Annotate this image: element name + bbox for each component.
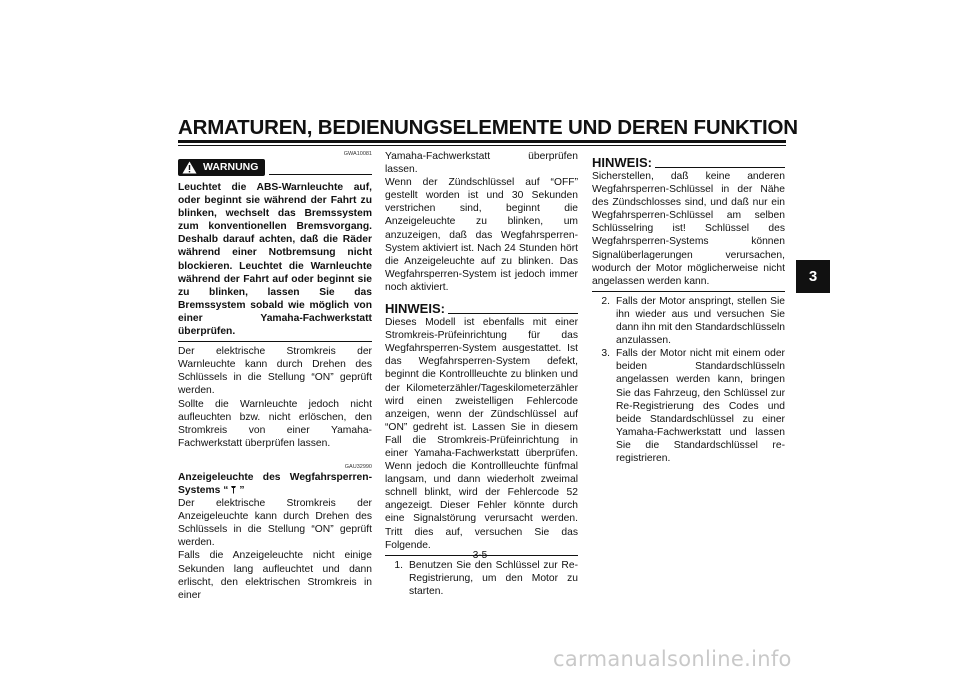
list-text: Falls der Motor anspringt, stellen Sie ihn wieder aus und versuchen Sie dann ihn mit den Standardschlüsseln anzulassen.: [616, 295, 785, 347]
list-item: [592, 295, 785, 347]
note-text: Sicherstellen, daß keine anderen Wegfahrsperren-Schlüssel in der Nähe des Zündschlosses sind, und daß nur ein Wegfahrsperren-Schlüssel am selben Schlüsselring ist! Schlüssel des Wegfahrsperren-Systems können Signalüberlagerungen verursachen, wodurch der Motor möglicherweise nicht angelassen werden kann.: [592, 171, 785, 287]
warning-badge: [178, 159, 265, 176]
page-number: 3-5: [472, 550, 488, 561]
section-code: GAU32990: [344, 463, 372, 470]
section-title: [178, 471, 372, 497]
paragraph: Wenn der Zündschlüssel auf “OFF” gestellt worden ist und 30 Sekunden verstrichen sind, beginnt die Anzeigeleuchte zu blinken, um anzuzeigen, daß das Wegfahrsperren-System aktiviert ist. Nach 24 Stunden hört die Anzeigeleuchte auf zu blinken. Das Wegfahrsperren-System ist jedoch immer noch aktiviert.: [385, 177, 578, 293]
column-right: [592, 150, 785, 465]
note-end-rule: [592, 291, 785, 292]
note-rule: [655, 167, 785, 168]
note-header: [385, 302, 578, 316]
page-header-title: ARMATUREN, BEDIENUNGSELEMENTE UND DEREN FUNKTION: [178, 116, 798, 139]
column-middle: [385, 150, 578, 598]
section-title-start: Anzeigeleuchte des Wegfahrsperren-Systems “: [178, 471, 372, 496]
paragraph: Falls die Anzeigeleuchte nicht einige Sekunden lang aufleuchtet und dann erlischt, den elektrischen Stromkreis in einer: [178, 550, 372, 601]
step-list: [385, 559, 578, 598]
warning-text: Leuchtet die ABS-Warnleuchte auf, oder beginnt sie während der Fahrt zu blinken, wechselt das Bremssystem zum konventionellen Bremsvorgang. Deshalb darauf achten, daß die Räder während einer Notbremsung nicht blockieren. Leuchtet die Warnleuchte während der Fahrt auf oder beginnt sie zu blinken, lassen Sie das Bremssystem sobald wie möglich von einer Yamaha-Fachwerkstatt überprüfen.: [178, 182, 372, 338]
list-number: 1.: [394, 559, 403, 571]
key-icon: [230, 485, 237, 494]
header-rule: [178, 140, 786, 143]
section-title-end: ”: [239, 484, 245, 496]
note-rule: [448, 313, 578, 314]
paragraph: Yamaha-Fachwerkstatt überprüfen lassen.: [385, 151, 578, 176]
list-item: [385, 559, 578, 598]
warning-code: GWA10081: [343, 151, 372, 157]
warning-triangle-icon: [182, 161, 197, 174]
header-rule-thin: [178, 145, 786, 146]
list-number: 3.: [601, 348, 610, 360]
warning-end-rule: [178, 341, 372, 342]
list-number: 2.: [601, 295, 610, 307]
paragraph: Sollte die Warnleuchte jedoch nicht aufleuchten bzw. nicht erlöschen, den Stromkreis von einer Yamaha-Fachwerkstatt überprüfen lassen.: [178, 398, 372, 449]
warning-rule: [269, 174, 372, 175]
paragraph: Der elektrische Stromkreis der Anzeigeleuchte kann durch Drehen des Schlüssels in die Stellung “ON” geprüft werden.: [178, 498, 372, 549]
watermark: carmanualsonline.info: [553, 647, 792, 671]
note-label: HINWEIS:: [592, 155, 652, 170]
note-text: Dieses Modell ist ebenfalls mit einer Stromkreis-Prüfeinrichtung für das Wegfahrsperren-System ausgestattet. Ist das Wegfahrsperren-System defekt, beginnt die Kontrollleuchte zu blinken und der Kilometerzähler/Tageskilometerzähler wird einen zweistelligen Fehlercode anzeigen, wenn der Zündschlüssel auf “ON” gedreht ist. Lassen Sie in diesem Fall die Stromkreis-Prüfeinrichtung in einer Yamaha-Fachwerkstatt überprüfen. Wenn jedoch die Kontrollleuchte fünfmal langsam, und dann wiederholt zweimal schnell blinkt, wird der Fehlercode 52 angezeigt. Dieser Fehler könnte durch eine Signalstörung verursacht werden. Tritt dies auf, versuchen Sie das Folgende.: [385, 317, 578, 551]
list-text: Falls der Motor nicht mit einem oder beiden Standardschlüsseln angelassen werden kann, bringen Sie das Fahrzeug, den Schlüssel zur Re-Registrierung des Codes und beide Standardschlüssel zu einer Yamaha-Fachwerkstatt und lassen Sie die Standardschlüssel re-registrieren.: [616, 348, 785, 464]
chapter-tab: 3: [796, 260, 830, 293]
list-item: [592, 347, 785, 465]
warning-label: WARNUNG: [203, 160, 259, 173]
step-list: [592, 295, 785, 465]
list-text: Benutzen Sie den Schlüssel zur Re-Registrierung, um den Motor zu starten.: [409, 559, 578, 597]
spacer: [178, 450, 372, 463]
warning-header: [178, 159, 372, 176]
note-label: HINWEIS:: [385, 301, 445, 317]
note-header: [592, 156, 785, 170]
column-left: [178, 150, 372, 602]
paragraph: Der elektrische Stromkreis der Warnleuchte kann durch Drehen des Schlüssels in die Stellung “ON” geprüft werden.: [178, 346, 372, 397]
